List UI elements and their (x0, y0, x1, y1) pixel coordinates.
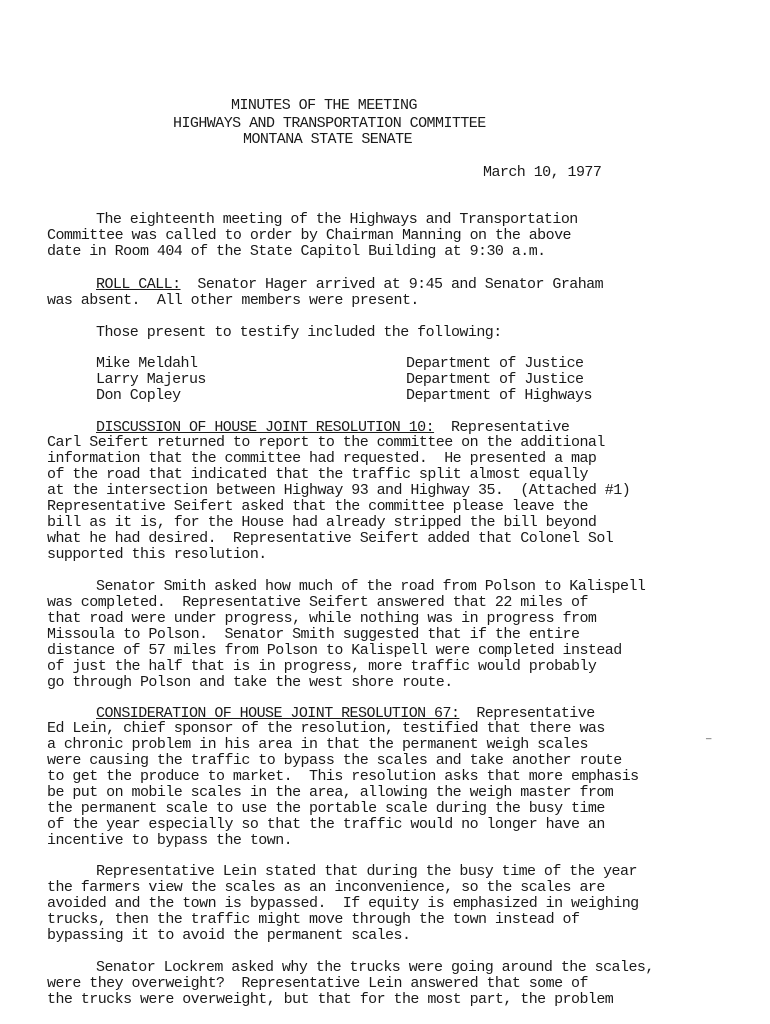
margin-mark: — (706, 734, 712, 744)
witness-org: Department of Highways (406, 387, 592, 404)
hjr67-line: a chronic problem in his area in that the permanent weigh scales (47, 736, 588, 753)
testify-intro: Those present to testify included the following: (96, 324, 502, 341)
lein-line: the farmers view the scales as an inconvenience, so the scales are (47, 879, 605, 896)
smith-line: Missoula to Polson. Senator Smith suggested that if the entire (47, 626, 580, 643)
lockrem-line: Senator Lockrem asked why the trucks were going around the scales, (96, 959, 654, 976)
witness-org: Department of Justice (406, 355, 584, 372)
roll-call-line-2: was absent. All other members were present. (47, 292, 419, 309)
witness-name: Don Copley (96, 387, 181, 404)
roll-call-label: ROLL CALL: (96, 276, 181, 293)
hjr10-line: Carl Seifert returned to report to the committee on the additional (47, 434, 605, 451)
para1-line: Committee was called to order by Chairman Manning on the above (47, 227, 571, 244)
hjr10-line: supported this resolution. (47, 546, 267, 563)
roll-call-text: Senator Hager arrived at 9:45 and Senator Graham (180, 276, 604, 293)
hjr10-line: bill as it is, for the House had already stripped the bill beyond (47, 514, 597, 531)
hjr67-line: of the year especially so that the traffic would no longer have an (47, 816, 605, 833)
smith-line: go through Polson and take the west shore route. (47, 674, 453, 691)
hjr10-line: of the road that indicated that the traffic split almost equally (47, 466, 588, 483)
header-line-1: MINUTES OF THE MEETING (231, 97, 417, 114)
hjr67-first-rest: Representative (459, 705, 595, 722)
smith-line: was completed. Representative Seifert answered that 22 miles of (47, 594, 588, 611)
hjr67-line: be put on mobile scales in the area, allowing the weigh master from (47, 784, 614, 801)
hjr67-line: to get the produce to market. This resolution asks that more emphasis (47, 768, 639, 785)
lein-line: Representative Lein stated that during the busy time of the year (96, 863, 637, 880)
hjr10-line: information that the committee had requested. He presented a map (47, 450, 597, 467)
witness-name: Mike Meldahl (96, 355, 198, 372)
witness-org: Department of Justice (406, 371, 584, 388)
lein-line: bypassing it to avoid the permanent scales. (47, 927, 411, 944)
smith-line: Senator Smith asked how much of the road from Polson to Kalispell (96, 578, 646, 595)
hjr10-line: Representative Seifert asked that the committee please leave the (47, 498, 588, 515)
meeting-date: March 10, 1977 (483, 164, 602, 181)
lein-line: avoided and the town is bypassed. If equity is emphasized in weighing (47, 895, 639, 912)
hjr10-line: what he had desired. Representative Seifert added that Colonel Sol (47, 530, 614, 547)
hjr67-line: the permanent scale to use the portable scale during the busy time (47, 800, 605, 817)
hjr67-line: incentive to bypass the town. (47, 832, 293, 849)
smith-line: of just the half that is in progress, more traffic would probably (47, 658, 597, 675)
lockrem-line: were they overweight? Representative Lein answered that some of (47, 975, 588, 992)
hjr67-line: were causing the traffic to bypass the scales and take another route (47, 752, 622, 769)
hjr10-line: at the intersection between Highway 93 and Highway 35. (Attached #1) (47, 482, 631, 499)
smith-line: that road were under progress, while nothing was in progress from (47, 610, 597, 627)
header-line-2: HIGHWAYS AND TRANSPORTATION COMMITTEE (173, 115, 486, 132)
witness-name: Larry Majerus (96, 371, 206, 388)
para1-line: The eighteenth meeting of the Highways and Transportation (96, 211, 578, 228)
smith-line: distance of 57 miles from Polson to Kalispell were completed instead (47, 642, 622, 659)
hjr10-heading: DISCUSSION OF HOUSE JOINT RESOLUTION 10: (96, 419, 435, 436)
hjr67-heading: CONSIDERATION OF HOUSE JOINT RESOLUTION 67: (96, 705, 460, 722)
para1-line: date in Room 404 of the State Capitol Building at 9:30 a.m. (47, 243, 546, 260)
lein-line: trucks, then the traffic might move through the town instead of (47, 911, 580, 928)
header-line-3: MONTANA STATE SENATE (243, 131, 413, 148)
lockrem-line: the trucks were overweight, but that for the most part, the problem (47, 991, 614, 1008)
hjr10-first-rest: Representative (434, 419, 570, 436)
hjr67-line: Ed Lein, chief sponsor of the resolution, testified that there was (47, 720, 605, 737)
